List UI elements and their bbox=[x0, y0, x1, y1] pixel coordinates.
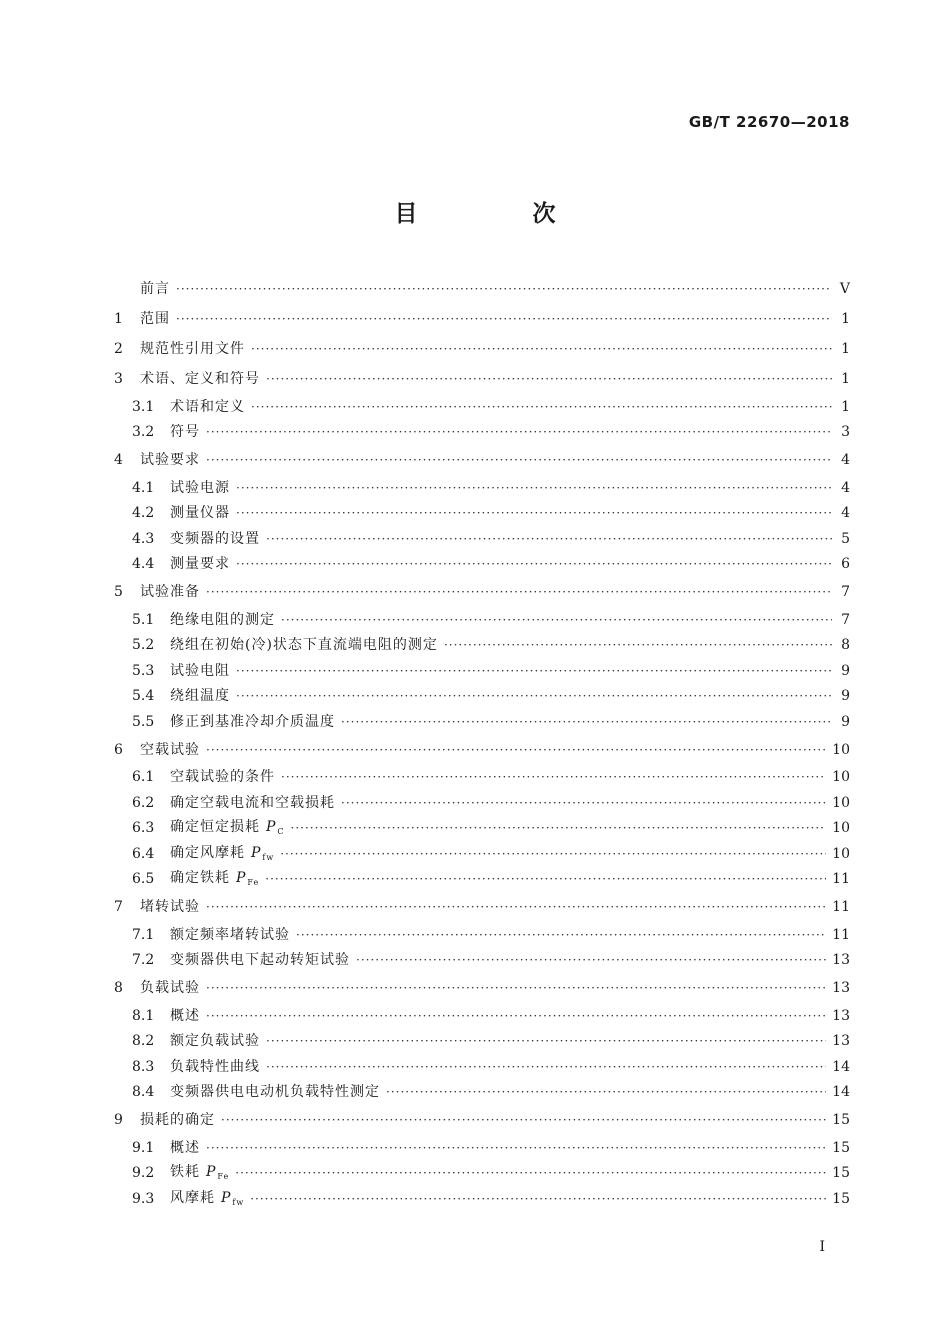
toc-entry-label bbox=[170, 425, 206, 439]
toc-dot-leader bbox=[206, 586, 832, 598]
toc-dot-leader bbox=[236, 482, 832, 494]
toc-entry-label bbox=[170, 1009, 206, 1023]
toc-entry-page: 13 bbox=[832, 952, 850, 969]
toc-entry-number: 4.3 bbox=[132, 530, 155, 547]
toc-entry-page: 13 bbox=[832, 1033, 850, 1050]
toc-entry-label bbox=[170, 532, 266, 546]
toc-entry-title: 空载试验 bbox=[140, 741, 200, 758]
toc-dot-leader bbox=[206, 901, 826, 913]
toc-entry[interactable] bbox=[114, 973, 850, 1003]
toc-dot-leader bbox=[281, 771, 826, 783]
toc-entry-label bbox=[170, 400, 251, 414]
toc-entry-symbol: P bbox=[206, 1164, 217, 1181]
toc-dot-leader bbox=[356, 954, 826, 966]
toc-entry-number: 2 bbox=[114, 341, 123, 357]
toc-dot-leader bbox=[266, 1061, 826, 1073]
toc-entry-symbol: P bbox=[266, 819, 277, 836]
toc-dot-leader bbox=[176, 313, 832, 325]
toc-entry-label bbox=[140, 372, 266, 386]
toc-entry-label bbox=[170, 664, 236, 678]
toc-entry-title: 铁耗 bbox=[170, 1164, 200, 1181]
toc-entry-title: 变频器供电电动机负载特性测定 bbox=[170, 1084, 380, 1101]
toc-entry-page: 4 bbox=[841, 452, 850, 468]
toc-dot-leader bbox=[176, 283, 832, 295]
toc-subentry[interactable] bbox=[114, 420, 850, 446]
toc-subentry[interactable] bbox=[114, 526, 850, 552]
toc-entry-page: 7 bbox=[841, 611, 850, 628]
toc-entry-page: 10 bbox=[832, 741, 850, 758]
toc-entry-title: 确定风摩耗 bbox=[170, 844, 245, 861]
toc-entry-number: 5.3 bbox=[132, 662, 155, 679]
toc-entry-label bbox=[170, 871, 265, 887]
toc-entry-number: 8.1 bbox=[132, 1007, 155, 1024]
toc-dot-leader bbox=[250, 1193, 826, 1205]
table-of-contents bbox=[114, 274, 850, 1212]
toc-entry-title: 修正到基准冷却介质温度 bbox=[170, 713, 335, 730]
toc-entry-number: 4 bbox=[114, 452, 123, 468]
toc-entry-page: 3 bbox=[841, 424, 850, 441]
toc-entry-symbol-subscript: Fe bbox=[247, 878, 260, 888]
toc-entry-title: 变频器供电下起动转矩试验 bbox=[170, 952, 350, 969]
toc-entry-label bbox=[170, 770, 281, 784]
toc-subentry[interactable] bbox=[114, 1161, 850, 1187]
toc-entry-title: 试验电阻 bbox=[170, 662, 230, 679]
toc-entry-page: 10 bbox=[832, 845, 850, 862]
toc-dot-leader bbox=[266, 533, 832, 545]
toc-entry-title: 确定空载电流和空载损耗 bbox=[170, 794, 335, 811]
toc-entry-page: 11 bbox=[832, 899, 850, 915]
toc-entry-number: 5.5 bbox=[132, 713, 155, 730]
toc-entry-label bbox=[140, 743, 206, 757]
toc-subentry[interactable] bbox=[114, 816, 850, 842]
toc-entry-number: 6.4 bbox=[132, 845, 155, 862]
toc-entry-title: 额定负载试验 bbox=[170, 1033, 260, 1050]
toc-entry-page: 10 bbox=[832, 820, 850, 837]
toc-entry-page: 4 bbox=[841, 505, 850, 522]
toc-entry-number: 5.2 bbox=[132, 637, 155, 654]
toc-dot-leader bbox=[386, 1086, 826, 1098]
toc-subentry[interactable] bbox=[114, 948, 850, 974]
toc-entry-label bbox=[140, 453, 206, 467]
toc-entry-number: 6.3 bbox=[132, 820, 155, 837]
toc-entry[interactable] bbox=[114, 1105, 850, 1135]
toc-dot-leader bbox=[206, 1142, 826, 1154]
toc-entry-label bbox=[170, 715, 341, 729]
toc-entry-page: 7 bbox=[841, 584, 850, 600]
toc-entry-page: 6 bbox=[841, 556, 850, 573]
toc-entry[interactable] bbox=[114, 334, 850, 364]
toc-entry-page: 13 bbox=[832, 1007, 850, 1024]
toc-subentry[interactable] bbox=[114, 922, 850, 948]
toc-dot-leader bbox=[341, 797, 826, 809]
toc-entry-page: 8 bbox=[841, 637, 850, 654]
toc-entry-number: 4.1 bbox=[132, 479, 155, 496]
toc-dot-leader bbox=[266, 373, 832, 385]
toc-entry-title: 前言 bbox=[140, 281, 170, 297]
toc-entry-label bbox=[170, 1191, 250, 1207]
toc-entry-symbol-subscript: Fe bbox=[217, 1172, 230, 1182]
toc-entry-number: 6.1 bbox=[132, 769, 155, 786]
toc-entry-label bbox=[170, 689, 236, 703]
toc-entry-symbol-subscript: C bbox=[277, 827, 285, 837]
toc-entry-label bbox=[140, 282, 176, 296]
toc-entry-number: 1 bbox=[114, 311, 123, 327]
toc-entry-symbol: P bbox=[251, 844, 262, 861]
page-title: 目 次 bbox=[394, 201, 602, 227]
toc-entry-label bbox=[170, 1034, 266, 1048]
toc-entry-label bbox=[170, 820, 291, 836]
toc-entry-page: 13 bbox=[832, 980, 850, 996]
toc-entry-label bbox=[170, 1060, 266, 1074]
toc-entry-title: 风摩耗 bbox=[170, 1189, 215, 1206]
toc-entry-label bbox=[170, 506, 236, 520]
toc-dot-leader bbox=[251, 401, 832, 413]
toc-entry-number: 4.2 bbox=[132, 505, 155, 522]
toc-entry-number: 8 bbox=[114, 980, 123, 996]
toc-entry-symbol-subscript: fw bbox=[232, 1197, 245, 1207]
toc-entry-page: 9 bbox=[841, 662, 850, 679]
toc-entry-title: 符号 bbox=[170, 424, 200, 441]
toc-entry-title: 空载试验的条件 bbox=[170, 769, 275, 786]
toc-entry-page: 14 bbox=[832, 1084, 850, 1101]
standard-code: GB/T 22670—2018 bbox=[688, 113, 850, 131]
toc-subentry[interactable] bbox=[114, 475, 850, 501]
toc-entry-label bbox=[170, 846, 280, 862]
toc-entry-page: 9 bbox=[841, 713, 850, 730]
toc-subentry[interactable] bbox=[114, 394, 850, 420]
toc-dot-leader bbox=[236, 558, 832, 570]
toc-dot-leader bbox=[265, 873, 826, 885]
toc-dot-leader bbox=[236, 690, 832, 702]
toc-entry[interactable] bbox=[114, 892, 850, 922]
toc-entry-title: 绕组温度 bbox=[170, 688, 230, 705]
toc-entry-number: 7.2 bbox=[132, 952, 155, 969]
toc-entry-number: 8.4 bbox=[132, 1084, 155, 1101]
toc-entry[interactable] bbox=[114, 735, 850, 765]
toc-entry-page: 15 bbox=[832, 1190, 850, 1207]
toc-entry-number: 3.1 bbox=[132, 398, 155, 415]
toc-entry-label bbox=[170, 928, 296, 942]
toc-entry-page: 1 bbox=[841, 398, 850, 415]
toc-entry-title: 绕组在初始(冷)状态下直流端电阻的测定 bbox=[170, 637, 438, 654]
toc-entry[interactable] bbox=[114, 577, 850, 607]
toc-entry-title: 额定频率堵转试验 bbox=[170, 926, 290, 943]
toc-entry-page: 10 bbox=[832, 794, 850, 811]
toc-entry-number: 9.1 bbox=[132, 1139, 155, 1156]
toc-entry-label bbox=[140, 981, 206, 995]
toc-entry-label bbox=[170, 1085, 386, 1099]
toc-entry-title: 确定恒定损耗 bbox=[170, 819, 260, 836]
toc-entry-page: 10 bbox=[832, 769, 850, 786]
toc-entry-title: 概述 bbox=[170, 1139, 200, 1156]
toc-entry-label bbox=[170, 613, 281, 627]
toc-entry-number: 5.4 bbox=[132, 688, 155, 705]
toc-subentry[interactable] bbox=[114, 1080, 850, 1106]
toc-subentry[interactable] bbox=[114, 765, 850, 791]
toc-dot-leader bbox=[221, 1114, 826, 1126]
toc-subentry[interactable] bbox=[114, 1029, 850, 1055]
toc-dot-leader bbox=[251, 343, 832, 355]
toc-dot-leader bbox=[281, 614, 832, 626]
toc-entry-page: 14 bbox=[832, 1058, 850, 1075]
toc-subentry[interactable] bbox=[114, 684, 850, 710]
toc-entry-label bbox=[170, 557, 236, 571]
toc-entry-page: 9 bbox=[841, 688, 850, 705]
toc-dot-leader bbox=[280, 848, 826, 860]
toc-entry-label bbox=[170, 953, 356, 967]
toc-entry-number: 9 bbox=[114, 1112, 123, 1128]
toc-entry-number: 8.2 bbox=[132, 1033, 155, 1050]
toc-subentry[interactable] bbox=[114, 552, 850, 578]
toc-entry-title: 规范性引用文件 bbox=[140, 341, 245, 357]
toc-subentry[interactable] bbox=[114, 1186, 850, 1212]
toc-entry-number: 5.1 bbox=[132, 611, 155, 628]
toc-entry-symbol: P bbox=[221, 1189, 232, 1206]
toc-entry-label bbox=[140, 312, 176, 326]
toc-dot-leader bbox=[296, 929, 826, 941]
toc-subentry[interactable] bbox=[114, 790, 850, 816]
toc-entry-number: 9.2 bbox=[132, 1165, 155, 1182]
toc-entry-page: 15 bbox=[832, 1112, 850, 1128]
toc-entry-title: 确定铁耗 bbox=[170, 870, 230, 887]
toc-entry-page: 15 bbox=[832, 1165, 850, 1182]
toc-entry-title: 测量仪器 bbox=[170, 505, 230, 522]
toc-entry-page: V bbox=[839, 281, 850, 297]
toc-entry-number: 6.5 bbox=[132, 871, 155, 888]
toc-entry-label bbox=[140, 342, 251, 356]
toc-entry-title: 负载试验 bbox=[140, 980, 200, 996]
toc-entry-number: 3.2 bbox=[132, 424, 155, 441]
toc-entry-title: 绝缘电阻的测定 bbox=[170, 611, 275, 628]
toc-entry-number: 7.1 bbox=[132, 926, 155, 943]
toc-entry-page: 11 bbox=[832, 871, 850, 888]
toc-dot-leader bbox=[235, 1167, 826, 1179]
toc-entry-number: 3 bbox=[114, 371, 123, 387]
toc-subentry[interactable] bbox=[114, 841, 850, 867]
toc-entry-number: 7 bbox=[114, 899, 123, 915]
toc-dot-leader bbox=[206, 426, 832, 438]
toc-entry-label bbox=[140, 1113, 221, 1127]
toc-subentry[interactable] bbox=[114, 1054, 850, 1080]
toc-entry-label bbox=[170, 638, 444, 652]
toc-subentry[interactable] bbox=[114, 1003, 850, 1029]
toc-entry-number: 6 bbox=[114, 741, 123, 758]
toc-entry-number: 9.3 bbox=[132, 1190, 155, 1207]
toc-entry-title: 变频器的设置 bbox=[170, 530, 260, 547]
toc-entry[interactable] bbox=[114, 304, 850, 334]
toc-entry-number: 6.2 bbox=[132, 794, 155, 811]
toc-entry-symbol-subscript: fw bbox=[262, 852, 275, 862]
toc-dot-leader bbox=[266, 1035, 826, 1047]
toc-dot-leader bbox=[206, 1010, 826, 1022]
toc-entry-number: 8.3 bbox=[132, 1058, 155, 1075]
toc-entry-title: 负载特性曲线 bbox=[170, 1058, 260, 1075]
toc-entry-title: 试验电源 bbox=[170, 479, 230, 496]
toc-dot-leader bbox=[206, 744, 826, 756]
toc-entry-page: 1 bbox=[841, 311, 850, 327]
toc-entry-page: 15 bbox=[832, 1139, 850, 1156]
toc-entry-page: 5 bbox=[841, 530, 850, 547]
toc-dot-leader bbox=[444, 639, 832, 651]
toc-dot-leader bbox=[291, 822, 827, 834]
toc-dot-leader bbox=[341, 716, 832, 728]
footer-page-number: I bbox=[819, 1239, 825, 1255]
toc-entry-title: 测量要求 bbox=[170, 556, 230, 573]
toc-entry-title: 术语和定义 bbox=[170, 398, 245, 415]
toc-entry-number: 5 bbox=[114, 584, 123, 600]
toc-subentry[interactable] bbox=[114, 1135, 850, 1161]
toc-entry-label bbox=[170, 796, 341, 810]
toc-entry-label bbox=[170, 1141, 206, 1155]
toc-entry-page: 11 bbox=[832, 926, 850, 943]
toc-entry[interactable] bbox=[114, 445, 850, 475]
toc-dot-leader bbox=[236, 507, 832, 519]
toc-entry-label bbox=[170, 1165, 235, 1181]
toc-entry[interactable] bbox=[114, 364, 850, 394]
toc-subentry[interactable] bbox=[114, 867, 850, 893]
toc-entry-title: 堵转试验 bbox=[140, 899, 200, 915]
toc-entry-title: 概述 bbox=[170, 1007, 200, 1024]
toc-subentry[interactable] bbox=[114, 607, 850, 633]
toc-entry-symbol: P bbox=[236, 870, 247, 887]
toc-entry-page: 4 bbox=[841, 479, 850, 496]
toc-subentry[interactable] bbox=[114, 501, 850, 527]
toc-entry[interactable] bbox=[114, 274, 850, 304]
toc-entry-title: 术语、定义和符号 bbox=[140, 371, 260, 387]
toc-entry-label bbox=[140, 585, 206, 599]
toc-subentry[interactable] bbox=[114, 658, 850, 684]
toc-entry-title: 试验准备 bbox=[140, 584, 200, 600]
toc-entry-title: 范围 bbox=[140, 311, 170, 327]
toc-entry-label bbox=[140, 900, 206, 914]
toc-subentry[interactable] bbox=[114, 709, 850, 735]
toc-dot-leader bbox=[236, 665, 832, 677]
toc-entry-title: 损耗的确定 bbox=[140, 1112, 215, 1128]
toc-entry-page: 1 bbox=[841, 371, 850, 387]
toc-dot-leader bbox=[206, 982, 826, 994]
toc-dot-leader bbox=[206, 454, 832, 466]
toc-entry-label bbox=[170, 481, 236, 495]
toc-subentry[interactable] bbox=[114, 633, 850, 659]
toc-entry-number: 4.4 bbox=[132, 556, 155, 573]
toc-entry-title: 试验要求 bbox=[140, 452, 200, 468]
toc-entry-page: 1 bbox=[841, 341, 850, 357]
